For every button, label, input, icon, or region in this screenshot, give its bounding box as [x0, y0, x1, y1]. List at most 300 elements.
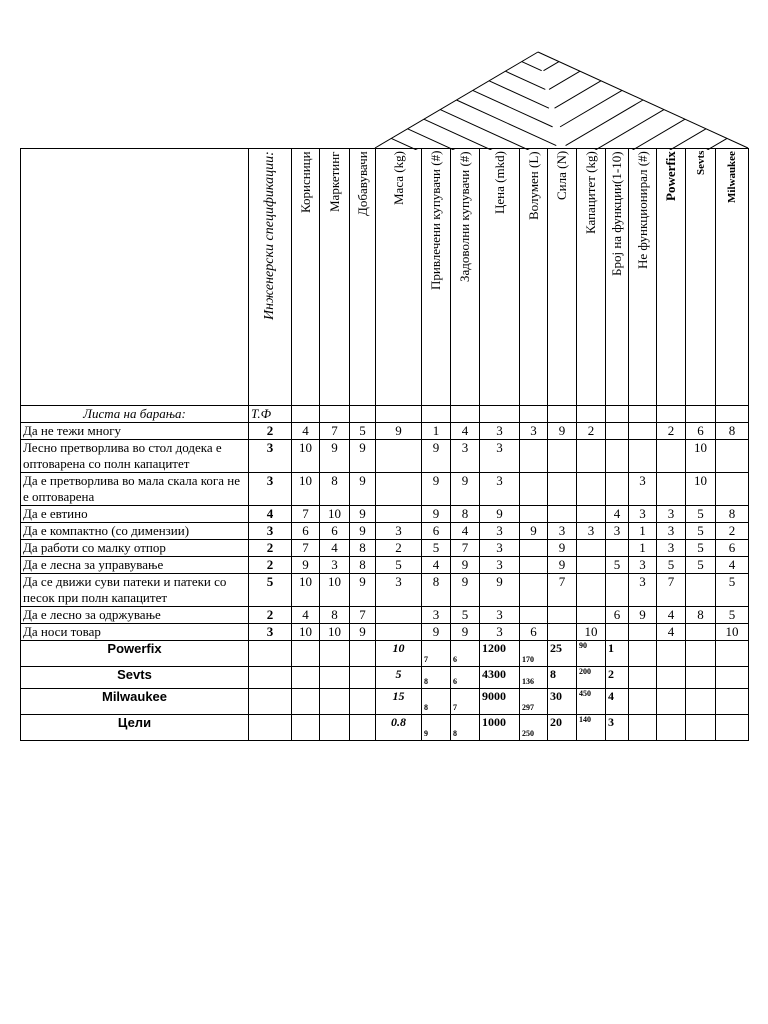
relation-cell: 9 [520, 523, 548, 540]
relation-cell: 5 [422, 540, 451, 557]
requirement-text: Да е евтино [21, 506, 249, 523]
relation-cell [577, 440, 606, 473]
empty-cell [292, 689, 320, 715]
importance-value: 3 [249, 473, 292, 506]
requirement-row [21, 523, 749, 540]
relation-cell: 9 [422, 473, 451, 506]
roof-line [505, 71, 545, 89]
relation-cell: 9 [548, 423, 577, 440]
empty-cell [249, 689, 292, 715]
relation-cell [520, 557, 548, 574]
requirement-text: Да е компактно (со димензии) [21, 523, 249, 540]
price-target: 9000 [480, 689, 520, 715]
relation-cell: 8 [350, 540, 376, 557]
relation-cell: 3 [451, 440, 480, 473]
relation-cell: 4 [320, 540, 350, 557]
relation-cell [606, 624, 629, 641]
relation-cell: 6 [716, 540, 749, 557]
requirement-text: Да е претворлива во мала скала кога не е оптоварена [21, 473, 249, 506]
roof-line [440, 110, 560, 150]
empty-cell [629, 689, 657, 715]
spec-header-label: Задоволни купувачи (#) [457, 151, 472, 282]
relation-cell: 3 [657, 523, 686, 540]
spec-header-label: Привлечени купувачи (#) [428, 151, 443, 291]
spec-header-label: Маркетинг [326, 151, 342, 212]
relation-cell: 3 [480, 557, 520, 574]
spec-header-6 [480, 149, 520, 406]
relation-cell: 3 [629, 574, 657, 607]
empty-cell [320, 667, 350, 689]
product-name: Цели [21, 715, 249, 741]
roof-line [555, 81, 601, 108]
product-name: Powerfix [21, 641, 249, 667]
satisfied-target: 7 [451, 689, 480, 715]
relation-cell: 3 [606, 523, 629, 540]
roof-line [544, 62, 559, 71]
importance-value: 2 [249, 540, 292, 557]
relation-cell: 4 [292, 423, 320, 440]
mass-target: 5 [376, 667, 422, 689]
relation-cell: 10 [292, 624, 320, 641]
relation-cell [376, 607, 422, 624]
relation-cell [716, 473, 749, 506]
relation-cell [686, 574, 716, 607]
product-name: Sevts [21, 667, 249, 689]
attracted-target: 7 [422, 641, 451, 667]
relation-cell: 9 [320, 440, 350, 473]
spec-header-13 [686, 149, 716, 406]
roof-line [489, 81, 549, 108]
spec-header-8 [548, 149, 577, 406]
empty-cell [606, 406, 629, 423]
spec-header-7 [520, 149, 548, 406]
relation-cell [629, 440, 657, 473]
relation-cell [577, 473, 606, 506]
capacity-target: 450 [577, 689, 606, 715]
spec-header-4 [422, 149, 451, 406]
relation-cell: 4 [292, 607, 320, 624]
spec-header-10 [606, 149, 629, 406]
empty-cell [451, 406, 480, 423]
price-target: 1000 [480, 715, 520, 741]
relation-cell: 10 [320, 506, 350, 523]
roof-line [571, 110, 664, 150]
importance-value: 2 [249, 557, 292, 574]
product-name: Milwaukee [21, 689, 249, 715]
volume-target: 170 [520, 641, 548, 667]
relation-cell: 7 [350, 607, 376, 624]
requirement-text: Да не тежи многу [21, 423, 249, 440]
functions-target: 1 [606, 641, 629, 667]
relation-cell: 9 [548, 557, 577, 574]
relation-cell [716, 440, 749, 473]
roof-line [549, 71, 580, 89]
relation-cell: 4 [422, 557, 451, 574]
relation-cell: 3 [629, 557, 657, 574]
roof-line [522, 62, 542, 71]
volume-target: 297 [520, 689, 548, 715]
spec-header-label: Волумен (L) [525, 151, 541, 220]
relation-cell: 3 [480, 624, 520, 641]
empty-cell [629, 406, 657, 423]
empty-cell [686, 715, 716, 741]
relation-cell: 2 [657, 423, 686, 440]
empty-cell [686, 667, 716, 689]
relation-cell [376, 624, 422, 641]
empty-cell [350, 689, 376, 715]
requirement-row [21, 506, 749, 523]
spec-header-12 [657, 149, 686, 406]
requirement-row [21, 540, 749, 557]
importance-value: 2 [249, 423, 292, 440]
roof-line [566, 100, 643, 146]
empty-cell [629, 641, 657, 667]
relation-cell: 6 [686, 423, 716, 440]
relation-cell: 10 [292, 574, 320, 607]
relation-cell: 5 [686, 540, 716, 557]
empty-cell [320, 641, 350, 667]
requirement-row [21, 440, 749, 473]
relation-cell: 3 [657, 540, 686, 557]
spec-header-1 [320, 149, 350, 406]
relation-cell: 8 [422, 574, 451, 607]
empty-cell [657, 641, 686, 667]
relation-cell [577, 574, 606, 607]
relation-cell: 9 [350, 624, 376, 641]
functions-target: 2 [606, 667, 629, 689]
relation-cell: 10 [320, 624, 350, 641]
relation-cell: 8 [451, 506, 480, 523]
requirement-text: Да работи со малку отпор [21, 540, 249, 557]
relation-cell: 9 [350, 574, 376, 607]
attracted-target: 8 [422, 689, 451, 715]
tf-label: Т.Ф [249, 406, 292, 423]
relation-cell: 7 [657, 574, 686, 607]
importance-value: 3 [249, 440, 292, 473]
house-of-quality-table [20, 148, 749, 741]
capacity-target: 90 [577, 641, 606, 667]
relation-cell: 3 [657, 506, 686, 523]
empty-cell [320, 689, 350, 715]
attracted-target: 9 [422, 715, 451, 741]
force-target: 20 [548, 715, 577, 741]
relation-cell: 9 [451, 557, 480, 574]
force-target: 30 [548, 689, 577, 715]
relation-cell: 9 [350, 506, 376, 523]
relation-cell: 5 [686, 557, 716, 574]
relation-cell: 5 [451, 607, 480, 624]
relation-cell: 9 [480, 574, 520, 607]
price-target: 1200 [480, 641, 520, 667]
relation-cell: 3 [480, 473, 520, 506]
empty-cell [686, 641, 716, 667]
relation-cell: 3 [629, 506, 657, 523]
relation-cell [520, 440, 548, 473]
relation-cell [629, 423, 657, 440]
relation-cell: 3 [480, 540, 520, 557]
relation-cell: 6 [520, 624, 548, 641]
relation-cell: 2 [716, 523, 749, 540]
product-row [21, 689, 749, 715]
satisfied-target: 6 [451, 667, 480, 689]
requirement-text: Да е лесна за управување [21, 557, 249, 574]
requirement-row [21, 624, 749, 641]
mass-target: 10 [376, 641, 422, 667]
relation-cell: 2 [376, 540, 422, 557]
relation-cell: 4 [716, 557, 749, 574]
relation-cell: 3 [629, 473, 657, 506]
empty-cell [657, 715, 686, 741]
empty-cell [249, 715, 292, 741]
spec-header-label: Корисници [297, 151, 313, 213]
force-target: 25 [548, 641, 577, 667]
relation-cell: 9 [480, 506, 520, 523]
roof-line [577, 119, 685, 150]
empty-cell [350, 715, 376, 741]
engineering-spec-label: Инженерски спецификации: [262, 151, 277, 320]
spec-header-2 [350, 149, 376, 406]
relation-cell: 8 [716, 506, 749, 523]
requirement-text: Да се движи суви патеки и патеки со песок при полн капацитет [21, 574, 249, 607]
relation-cell: 3 [480, 523, 520, 540]
relation-cell: 5 [657, 557, 686, 574]
requirement-row [21, 423, 749, 440]
spec-header-label: Капацитет (kg) [583, 151, 598, 234]
roof-line [457, 100, 557, 146]
relation-cell: 4 [451, 423, 480, 440]
capacity-target: 140 [577, 715, 606, 741]
relation-cell [577, 540, 606, 557]
relation-cell: 10 [686, 473, 716, 506]
relation-cell: 3 [320, 557, 350, 574]
empty-cell [629, 667, 657, 689]
relation-cell: 5 [376, 557, 422, 574]
empty-cell [657, 689, 686, 715]
relation-cell: 10 [716, 624, 749, 641]
relation-cell [376, 506, 422, 523]
relation-cell [686, 624, 716, 641]
relation-cell: 9 [548, 540, 577, 557]
empty-cell [657, 667, 686, 689]
relation-cell: 5 [606, 557, 629, 574]
importance-value: 4 [249, 506, 292, 523]
relation-cell: 3 [422, 607, 451, 624]
relation-cell: 8 [686, 607, 716, 624]
relation-cell: 4 [657, 624, 686, 641]
relation-cell [548, 624, 577, 641]
spec-header-label: Цена (mkd) [491, 151, 507, 214]
empty-cell [350, 406, 376, 423]
requirement-text: Да носи товар [21, 624, 249, 641]
requirement-row [21, 607, 749, 624]
relation-cell: 7 [320, 423, 350, 440]
relation-cell [606, 473, 629, 506]
relation-cell [548, 473, 577, 506]
list-label: Листа на барања: [21, 406, 249, 423]
relation-cell: 4 [451, 523, 480, 540]
empty-cell [422, 406, 451, 423]
relation-cell: 7 [292, 540, 320, 557]
relation-cell: 3 [376, 574, 422, 607]
relation-cell: 7 [548, 574, 577, 607]
engineering-spec-header [249, 149, 292, 406]
empty-cell [480, 406, 520, 423]
spec-header-11 [629, 149, 657, 406]
functions-target: 4 [606, 689, 629, 715]
roof-line [473, 90, 553, 126]
relation-cell [629, 624, 657, 641]
empty-cell [657, 406, 686, 423]
relation-cell: 5 [716, 574, 749, 607]
relation-cell: 6 [422, 523, 451, 540]
correlation-roof [0, 0, 768, 150]
mass-target: 0.8 [376, 715, 422, 741]
volume-target: 250 [520, 715, 548, 741]
blank-corner [21, 149, 249, 406]
requirement-row [21, 473, 749, 506]
spec-header-label: Добавувачи [354, 151, 370, 216]
empty-cell [376, 406, 422, 423]
empty-cell [577, 406, 606, 423]
spec-header-5 [451, 149, 480, 406]
requirement-text: Да е лесно за одржување [21, 607, 249, 624]
mass-target: 15 [376, 689, 422, 715]
empty-cell [716, 406, 749, 423]
importance-value: 2 [249, 607, 292, 624]
empty-cell [292, 641, 320, 667]
attracted-target: 8 [422, 667, 451, 689]
relation-cell [606, 440, 629, 473]
requirement-row [21, 574, 749, 607]
relation-cell: 4 [606, 506, 629, 523]
relation-cell: 9 [422, 440, 451, 473]
relation-cell: 5 [686, 506, 716, 523]
relation-cell [577, 506, 606, 523]
empty-cell [629, 715, 657, 741]
relation-cell: 1 [422, 423, 451, 440]
list-label-row [21, 406, 749, 423]
relation-cell: 1 [629, 523, 657, 540]
empty-cell [686, 406, 716, 423]
relation-cell: 9 [629, 607, 657, 624]
relation-cell: 8 [320, 473, 350, 506]
relation-cell [606, 574, 629, 607]
relation-cell: 3 [520, 423, 548, 440]
relation-cell: 9 [350, 523, 376, 540]
empty-cell [716, 667, 749, 689]
relation-cell [520, 540, 548, 557]
satisfied-target: 8 [451, 715, 480, 741]
relation-cell [520, 607, 548, 624]
relation-cell: 3 [480, 440, 520, 473]
relation-cell [548, 440, 577, 473]
relation-cell [577, 607, 606, 624]
empty-cell [520, 406, 548, 423]
relation-cell: 7 [292, 506, 320, 523]
relation-cell: 8 [716, 423, 749, 440]
product-row [21, 715, 749, 741]
empty-cell [292, 667, 320, 689]
relation-cell [657, 440, 686, 473]
satisfied-target: 6 [451, 641, 480, 667]
spec-header-label: Сила (N) [554, 151, 569, 201]
empty-cell [249, 641, 292, 667]
relation-cell: 6 [292, 523, 320, 540]
relation-cell: 3 [577, 523, 606, 540]
relation-cell [606, 540, 629, 557]
header-row [21, 149, 749, 406]
empty-cell [320, 406, 350, 423]
volume-target: 136 [520, 667, 548, 689]
relation-cell: 2 [577, 423, 606, 440]
relation-cell: 1 [629, 540, 657, 557]
relation-cell: 5 [350, 423, 376, 440]
relation-cell [548, 607, 577, 624]
relation-cell: 9 [451, 624, 480, 641]
relation-cell: 9 [422, 624, 451, 641]
relation-cell: 10 [577, 624, 606, 641]
relation-cell [376, 473, 422, 506]
empty-cell [716, 689, 749, 715]
relation-cell: 7 [451, 540, 480, 557]
relation-cell: 3 [480, 423, 520, 440]
relation-cell [520, 473, 548, 506]
relation-cell: 5 [716, 607, 749, 624]
empty-cell [548, 406, 577, 423]
roof-line [560, 90, 622, 126]
spec-header-label: Milwaukee [726, 151, 738, 203]
relation-cell: 5 [686, 523, 716, 540]
relation-cell: 10 [686, 440, 716, 473]
empty-cell [350, 641, 376, 667]
relation-cell: 8 [350, 557, 376, 574]
product-row [21, 667, 749, 689]
spec-header-label: Не функционирал (#) [634, 151, 650, 269]
empty-cell [320, 715, 350, 741]
relation-cell: 3 [376, 523, 422, 540]
price-target: 4300 [480, 667, 520, 689]
relation-cell: 9 [292, 557, 320, 574]
functions-target: 3 [606, 715, 629, 741]
empty-cell [249, 667, 292, 689]
relation-cell [577, 557, 606, 574]
spec-header-label: Маса (kg) [390, 151, 406, 205]
empty-cell [292, 406, 320, 423]
relation-cell: 9 [350, 440, 376, 473]
empty-cell [292, 715, 320, 741]
importance-value: 3 [249, 523, 292, 540]
relation-cell: 9 [422, 506, 451, 523]
force-target: 8 [548, 667, 577, 689]
relation-cell: 9 [451, 574, 480, 607]
spec-header-label: Powerfix [663, 151, 678, 201]
relation-cell [520, 574, 548, 607]
relation-cell [376, 440, 422, 473]
spec-header-label: Sevts [694, 151, 707, 176]
relation-cell [606, 423, 629, 440]
relation-cell [548, 506, 577, 523]
importance-value: 5 [249, 574, 292, 607]
relation-cell [657, 473, 686, 506]
empty-cell [716, 641, 749, 667]
capacity-target: 200 [577, 667, 606, 689]
relation-cell: 4 [657, 607, 686, 624]
relation-cell: 6 [606, 607, 629, 624]
relation-cell: 10 [292, 473, 320, 506]
empty-cell [350, 667, 376, 689]
relation-cell: 9 [350, 473, 376, 506]
empty-cell [686, 689, 716, 715]
